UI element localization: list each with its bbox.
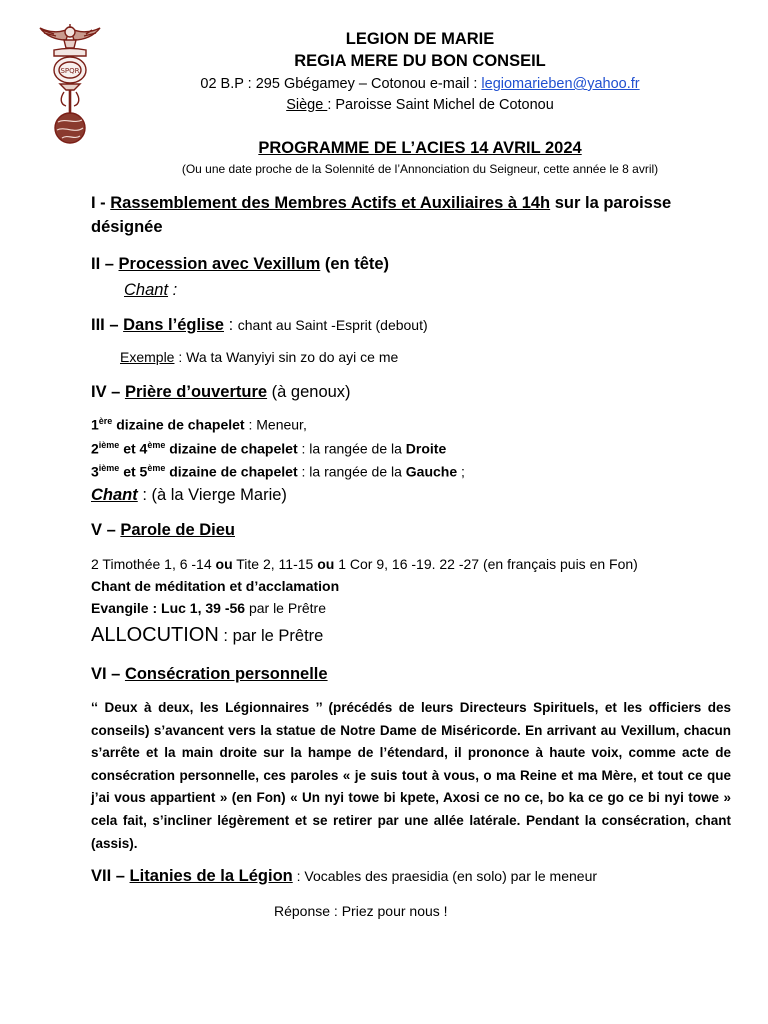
rosary-2-side: Droite [405, 440, 447, 457]
rosary-3-side: Gauche [405, 463, 458, 480]
program-title: PROGRAMME DE L’ACIES 14 AVRIL 2024 [258, 139, 582, 157]
section-3-title: Dans l’église [123, 316, 224, 334]
rosary-1-num: 1 [91, 416, 99, 433]
rosary-3-sup2: ème [147, 463, 166, 473]
section-5-prefix: V – [91, 521, 121, 539]
allocution-line [91, 624, 323, 647]
example-label: Exemple [120, 349, 175, 365]
section-3-rest: chant au Saint -Esprit (debout) [237, 317, 428, 333]
reading-b: Tite 2, 11-15 [232, 556, 318, 572]
siege-label: Siège [286, 97, 328, 113]
svg-text:SPQR: SPQR [60, 67, 80, 75]
chant-colon: : [168, 281, 178, 299]
section-4-chant [91, 486, 287, 505]
vexillum-emblem-icon [30, 20, 110, 148]
section-3 [91, 316, 428, 335]
rosary-3-et: et 5 [119, 463, 148, 480]
section-4-rest: (à genoux) [267, 383, 351, 401]
section-7-rest: : Vocables des praesidia (en solo) par le meneur [292, 868, 598, 884]
rosary-2-label: dizaine de chapelet [165, 440, 298, 457]
section-1-prefix: I - [91, 194, 111, 212]
allocution-text: : par le Prêtre [218, 627, 324, 645]
address-text: 02 B.P : 295 Gbégamey – Cotonou e-mail : [200, 76, 482, 92]
rosary-2-et: et 4 [119, 440, 148, 457]
section-4-prefix: IV – [91, 383, 125, 401]
example-text: : Wa ta Wanyiyi sin zo do ayi ce me [174, 349, 399, 365]
program-subtitle: (Ou une date proche de la Solennité de l’Annonciation du Seigneur, cette année le 8 avril) [181, 162, 659, 176]
section-2-chant [124, 281, 177, 300]
rosary-3-num: 3 [91, 463, 99, 480]
rosary-1-text: : Meneur, [244, 416, 307, 433]
address-line [120, 76, 720, 92]
rosary-2-sup: ième [98, 440, 120, 450]
section-3-example [120, 349, 398, 365]
section-5-title: Parole de Dieu [120, 521, 235, 539]
rosary-3-end: ; [457, 463, 465, 480]
reading-a: 2 Timothée 1, 6 -14 [91, 556, 216, 572]
section-3-prefix: III – [91, 316, 124, 334]
rosary-3-sup: ième [98, 463, 120, 473]
gospel-ref: Evangile : Luc 1, 39 -56 [91, 600, 246, 616]
section-3-colon: : [224, 316, 238, 334]
section-5 [91, 521, 235, 540]
gospel-line [91, 600, 326, 616]
or-1: ou [215, 556, 233, 572]
consecration-paragraph: ‘‘ Deux à deux, les Légionnaires ’’ (précédés de leurs Directeurs Spirituels, et les officiers des conseils) s’avancent vers la statue de Notre Dame de Miséricorde. En arrivant au Vexillum, chacun s’arrête et la main droite sur la hampe de l’étendard, il prononce à haute voix, comme acte de consécration personnelle, ces paroles « je suis tout à vous, o ma Reine et ma Mère, et tout ce que j’ai vous appartient » (en Fon) « Un nyi towe bi kpete, Axosi ce no ce, bo ka ce go ce bi nyi towe » cela fait, s’incliner légèrement et se retirer par une allée latérale. Pendant la consécration, chant (assis). [91, 700, 731, 851]
meditation-line: Chant de méditation et d’acclamation [91, 578, 340, 594]
section-2-title: Procession avec Vexillum [118, 255, 321, 273]
rosary-3-text: : la rangée de la [297, 463, 406, 480]
section-2-rest: (en tête) [320, 255, 390, 273]
rosary-line-2 [91, 440, 446, 457]
rosary-2-text: : la rangée de la [297, 440, 406, 457]
rosary-2-sup2: ème [147, 440, 166, 450]
org-name: LEGION DE MARIE [345, 30, 495, 48]
rosary-3-label: dizaine de chapelet [165, 463, 298, 480]
siege-value: : Paroisse Saint Michel de Cotonou [327, 97, 554, 113]
allocution-label: ALLOCUTION [91, 624, 219, 646]
section-6 [91, 665, 328, 684]
section-4 [91, 383, 351, 402]
section-1-title: Rassemblement des Membres Actifs et Auxiliaires à 14h [110, 194, 551, 212]
rosary-line-3 [91, 463, 465, 480]
rosary-2-num: 2 [91, 440, 99, 457]
readings-line [91, 556, 638, 572]
section-2-prefix: II – [91, 255, 119, 273]
rosary-line-1 [91, 416, 307, 433]
section-4-title: Prière d’ouverture [124, 383, 268, 401]
chant-label: Chant [91, 486, 138, 504]
siege-line [120, 97, 720, 113]
email-link[interactable]: legiomarieben@yahoo.fr [481, 76, 640, 92]
rosary-1-label: dizaine de chapelet [112, 416, 245, 433]
rosary-1-sup: ère [98, 416, 113, 426]
or-2: ou [317, 556, 335, 572]
section-7-prefix: VII – [91, 867, 130, 885]
section-7 [91, 867, 597, 886]
section-6-title: Consécration personnelle [124, 665, 328, 683]
reading-c: 1 Cor 9, 16 -19. 22 -27 (en français puis en Fon) [334, 556, 638, 572]
section-7-title: Litanies de la Légion [129, 867, 293, 885]
gospel-text: par le Prêtre [245, 600, 326, 616]
section-6-prefix: VI – [91, 665, 125, 683]
response-line: Réponse : Priez pour nous ! [274, 903, 448, 919]
section-1 [91, 191, 731, 239]
section-1-rest: sur la paroisse désignée [91, 194, 672, 236]
council-name: REGIA MERE DU BON CONSEIL [294, 52, 546, 70]
section-2 [91, 255, 389, 274]
chant-text: : (à la Vierge Marie) [137, 486, 287, 504]
chant-label: Chant [124, 281, 169, 299]
